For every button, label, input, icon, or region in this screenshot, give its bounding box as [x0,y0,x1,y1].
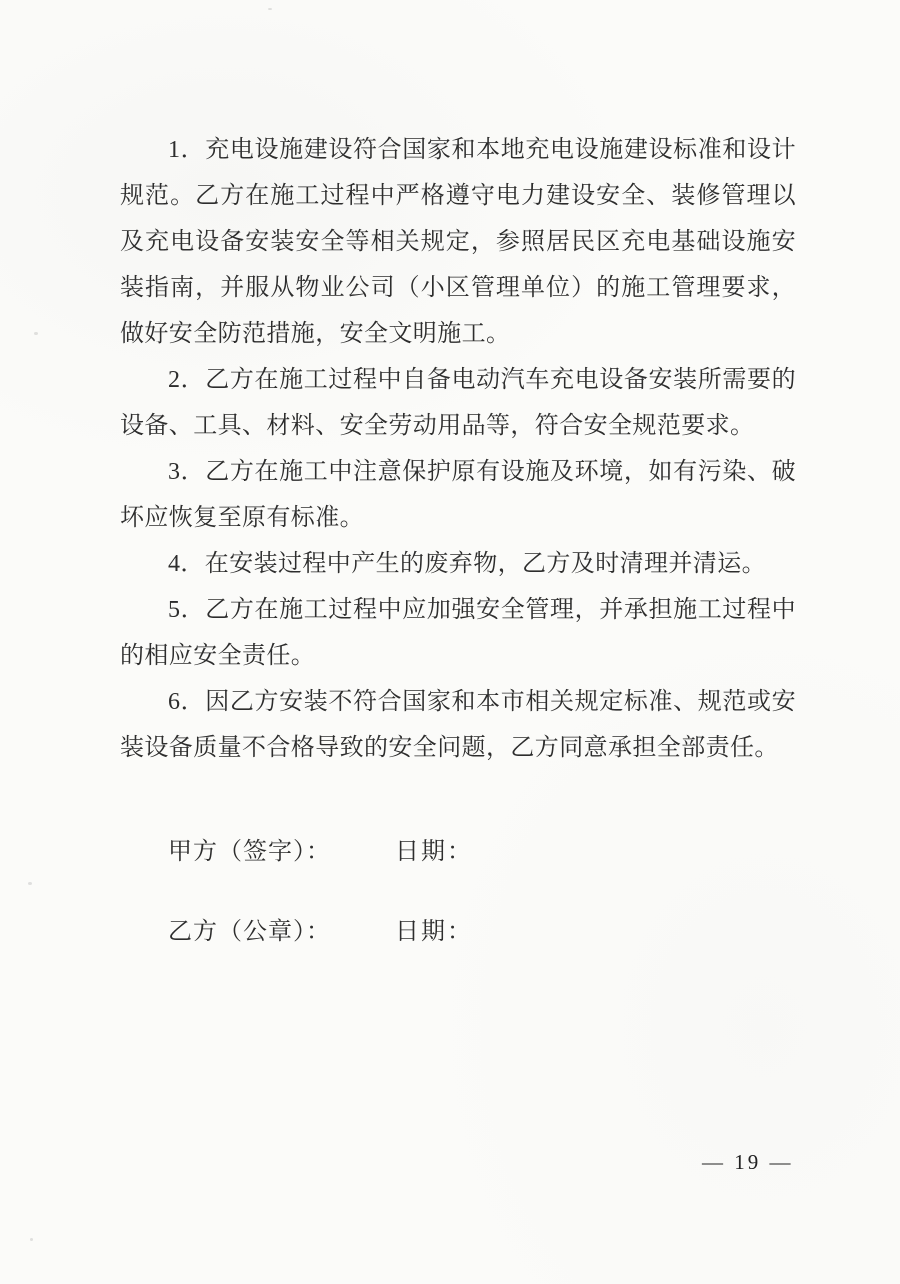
clause-paragraph-1: 1．充电设施建设符合国家和本地充电设施建设标准和设计规范。乙方在施工过程中严格遵守电力建设安全、装修管理以及充电设备安装安全等相关规定，参照居民区充电基础设施安装指南，并服从物业公司（小区管理单位）的施工管理要求，做好安全防范措施，安全文明施工。 [120,137,796,347]
party-b-seal-label: 乙方（公章）： [168,919,331,945]
contract-clauses [120,127,796,771]
scan-speckle [34,332,38,335]
scan-speckle [268,8,272,10]
party-b-signature-row [120,909,796,955]
clause-paragraph-6: 6．因乙方安装不符合国家和本市相关规定标准、规范或安装设备质量不合格导致的安全问题，乙方同意承担全部责任。 [120,689,796,761]
clause-paragraph-3: 3．乙方在施工中注意保护原有设施及环境，如有污染、破坏应恢复至原有标准。 [120,459,796,531]
party-a-signature-row [120,829,796,875]
party-b-date-label: 日期： [395,919,473,945]
clause-paragraph-5: 5．乙方在施工过程中应加强安全管理，并承担施工过程中的相应安全责任。 [120,597,796,669]
scan-speckle [30,1238,33,1241]
clause-paragraph-4: 4．在安装过程中产生的废弃物，乙方及时清理并清运。 [168,551,766,577]
party-a-signature-label: 甲方（签字）： [168,839,331,865]
clause-paragraph-2: 2．乙方在施工过程中自备电动汽车充电设备安装所需要的设备、工具、材料、安全劳动用品等，符合安全规范要求。 [120,367,796,439]
signature-block [120,829,796,955]
party-a-date-label: 日期： [395,839,473,865]
page-number: — 19 — [702,1150,794,1174]
scan-speckle [28,882,32,885]
